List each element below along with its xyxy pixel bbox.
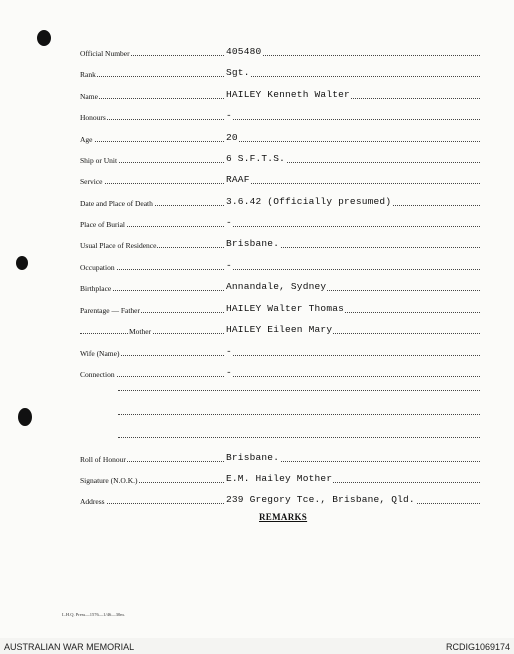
field-value: HAILEY Walter Thomas (226, 303, 345, 314)
field-label: Birthplace (80, 284, 112, 293)
print-note: L.H.Q. Press—1576—1/46—30m. (62, 612, 125, 617)
field-value: 405480 (226, 46, 262, 57)
field-value: Annandale, Sydney (226, 281, 327, 292)
field-value: RAAF (226, 174, 250, 185)
field-official-number (80, 44, 480, 58)
field-value: 6 S.F.T.S. (226, 153, 286, 164)
field-label: Service (80, 177, 103, 186)
field-rank (80, 65, 480, 79)
field-roll-of-honour (80, 450, 480, 464)
field-value: - (226, 110, 232, 121)
field-birthplace (80, 279, 480, 293)
field-label: Name (80, 92, 98, 101)
connection-extra-line (118, 390, 480, 391)
field-occupation (80, 258, 480, 272)
punch-hole (16, 256, 28, 270)
field-value: - (226, 260, 232, 271)
field-value: Brisbane. (226, 452, 280, 463)
field-label: Age (80, 135, 93, 144)
field-label: Signature (N.O.K.) (80, 476, 138, 485)
archive-footer (0, 638, 514, 654)
field-connection (80, 365, 480, 379)
field-usual-residence (80, 236, 480, 250)
field-label: Address (80, 497, 105, 506)
field-label: Rank (80, 70, 96, 79)
field-value: Brisbane. (226, 238, 280, 249)
field-value: 239 Gregory Tce., Brisbane, Qld. (226, 494, 415, 505)
field-value: - (226, 217, 232, 228)
field-value: - (226, 346, 232, 357)
field-address (80, 492, 480, 506)
field-label: Usual Place of Residence (80, 241, 157, 250)
field-label: Official Number (80, 49, 130, 58)
archive-id: RCDIG1069174 (445, 642, 510, 652)
field-label: Parentage — Father (80, 306, 140, 315)
field-place-of-burial (80, 215, 480, 229)
field-date-place-death (80, 194, 480, 208)
field-value: E.M. Hailey Mother (226, 473, 333, 484)
field-label: Connection (80, 370, 115, 379)
field-service (80, 172, 480, 186)
field-label: Occupation (80, 263, 115, 272)
field-label: Honours (80, 113, 106, 122)
field-ship-or-unit (80, 151, 480, 165)
field-value: 3.6.42 (Officially presumed) (226, 196, 392, 207)
field-value: Sgt. (226, 67, 250, 78)
field-value: HAILEY Kenneth Walter (226, 89, 350, 100)
field-value: HAILEY Eileen Mary (226, 324, 333, 335)
field-label: Wife (Name) (80, 349, 120, 358)
field-honours (80, 108, 480, 122)
connection-extra-line (118, 437, 480, 438)
field-mother (80, 322, 480, 336)
field-signature (80, 471, 480, 485)
field-name (80, 87, 480, 101)
connection-extra-line (118, 414, 480, 415)
field-father (80, 301, 480, 315)
field-label: Mother (129, 327, 152, 336)
field-label: Place of Burial (80, 220, 125, 229)
punch-hole (37, 30, 51, 46)
field-label: Roll of Honour (80, 455, 126, 464)
punch-hole (18, 408, 32, 426)
archive-name: AUSTRALIAN WAR MEMORIAL (4, 642, 135, 652)
field-label: Ship or Unit (80, 156, 118, 165)
field-value: 20 (226, 132, 238, 143)
field-label: Date and Place of Death (80, 199, 153, 208)
field-value: - (226, 367, 232, 378)
remarks-heading: REMARKS (259, 512, 308, 522)
field-wife (80, 344, 480, 358)
field-age (80, 130, 480, 144)
